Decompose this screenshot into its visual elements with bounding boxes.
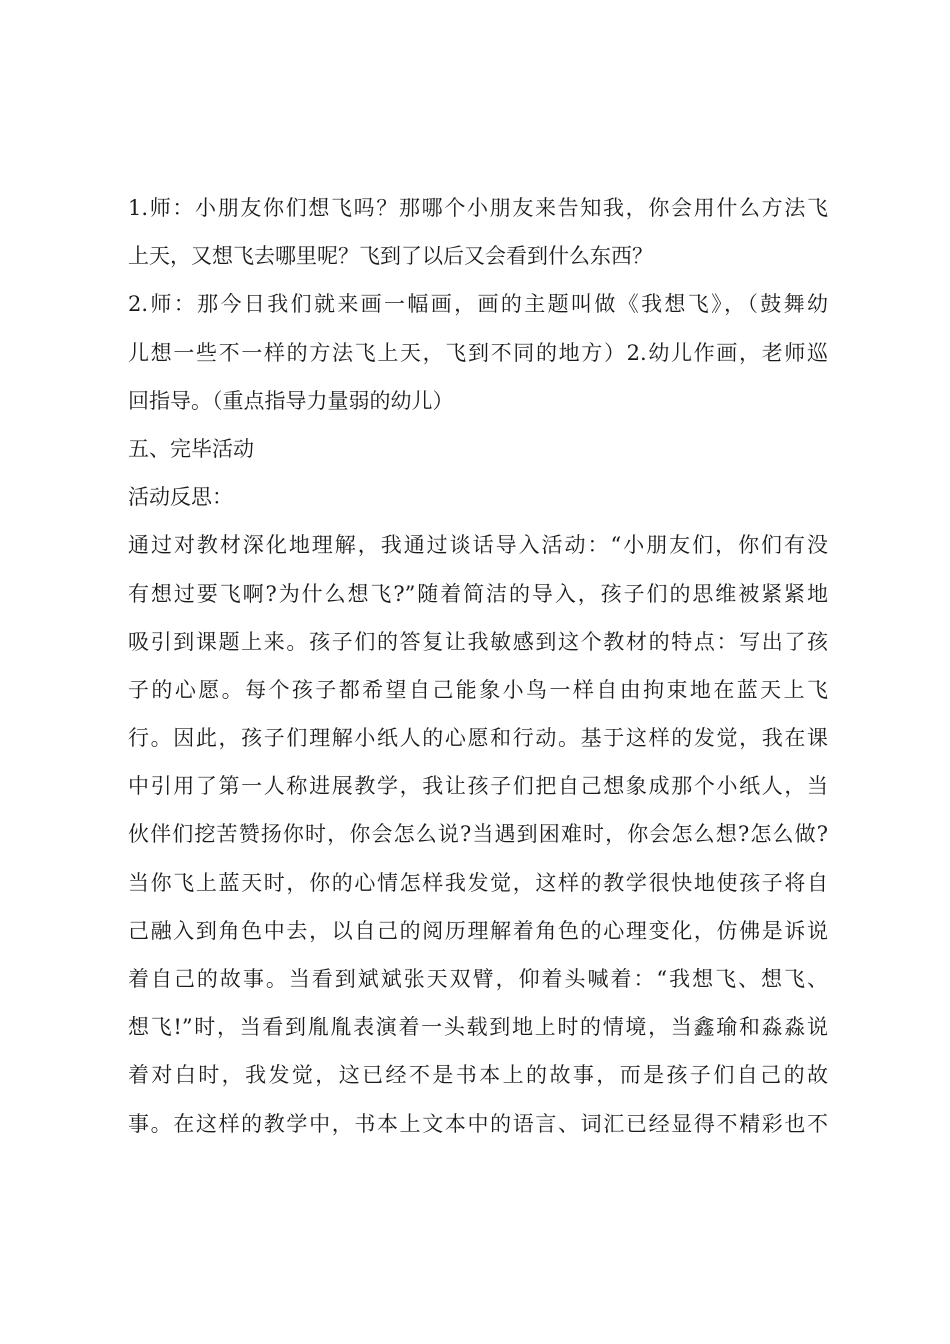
text-line-4: 儿想一些不一样的方法飞上天，飞到不同的地方）2.幼儿作画，老师巡 bbox=[128, 340, 828, 365]
text-line-13: 中引用了第一人称进展教学，我让孩子们把自己想象成那个小纸人，当 bbox=[128, 774, 828, 799]
text-line-11: 子的心愿。每个孩子都希望自己能象小鸟一样自由拘束地在蓝天上飞 bbox=[128, 677, 828, 702]
section-heading: 五、完毕活动 bbox=[128, 436, 254, 461]
text-line-10: 吸引到课题上来。孩子们的答复让我敏感到这个教材的特点：写出了孩 bbox=[128, 629, 828, 654]
text-line-20: 事。在这样的教学中，书本上文本中的语言、词汇已经显得不精彩也不 bbox=[128, 1111, 828, 1136]
text-line-3: 2.师：那今日我们就来画一幅画，画的主题叫做《我想飞》，（鼓舞幼 bbox=[128, 292, 828, 317]
document-body bbox=[128, 190, 828, 1154]
text-line-16: 己融入到角色中去，以自己的阅历理解着角色的心理变化，仿佛是诉说 bbox=[128, 918, 828, 943]
reflection-heading: 活动反思： bbox=[128, 485, 233, 510]
text-line-18: 想飞!”时，当看到胤胤表演着一头载到地上时的情境，当鑫瑜和淼淼说 bbox=[128, 1015, 828, 1040]
text-line-5: 回指导。（重点指导力量弱的幼儿） bbox=[128, 388, 454, 413]
text-line-15: 当你飞上蓝天时，你的心情怎样我发觉，这样的教学很快地使孩子将自 bbox=[128, 870, 828, 895]
text-line-9: 有想过要飞啊?为什么想飞?”随着简洁的导入，孩子们的思维被紧紧地 bbox=[128, 581, 828, 606]
text-line-2: 上天，又想飞去哪里呢？飞到了以后又会看到什么东西？ bbox=[128, 244, 653, 269]
text-line-14: 伙伴们挖苦赞扬你时，你会怎么说?当遇到困难时，你会怎么想?怎么做? bbox=[128, 822, 828, 847]
text-line-17: 着自己的故事。当看到斌斌张天双臂，仰着头喊着：“我想飞、想飞、 bbox=[128, 967, 828, 991]
text-line-8: 通过对教材深化地理解，我通过谈话导入活动：“小朋友们，你们有没 bbox=[128, 533, 828, 558]
text-line-1: 1.师：小朋友你们想飞吗？那哪个小朋友来告知我，你会用什么方法飞 bbox=[128, 196, 828, 220]
text-line-12: 行。因此，孩子们理解小纸人的心愿和行动。基于这样的发觉，我在课 bbox=[128, 726, 828, 751]
text-line-19: 着对白时，我发觉，这已经不是书本上的故事，而是孩子们自己的故 bbox=[128, 1063, 828, 1088]
